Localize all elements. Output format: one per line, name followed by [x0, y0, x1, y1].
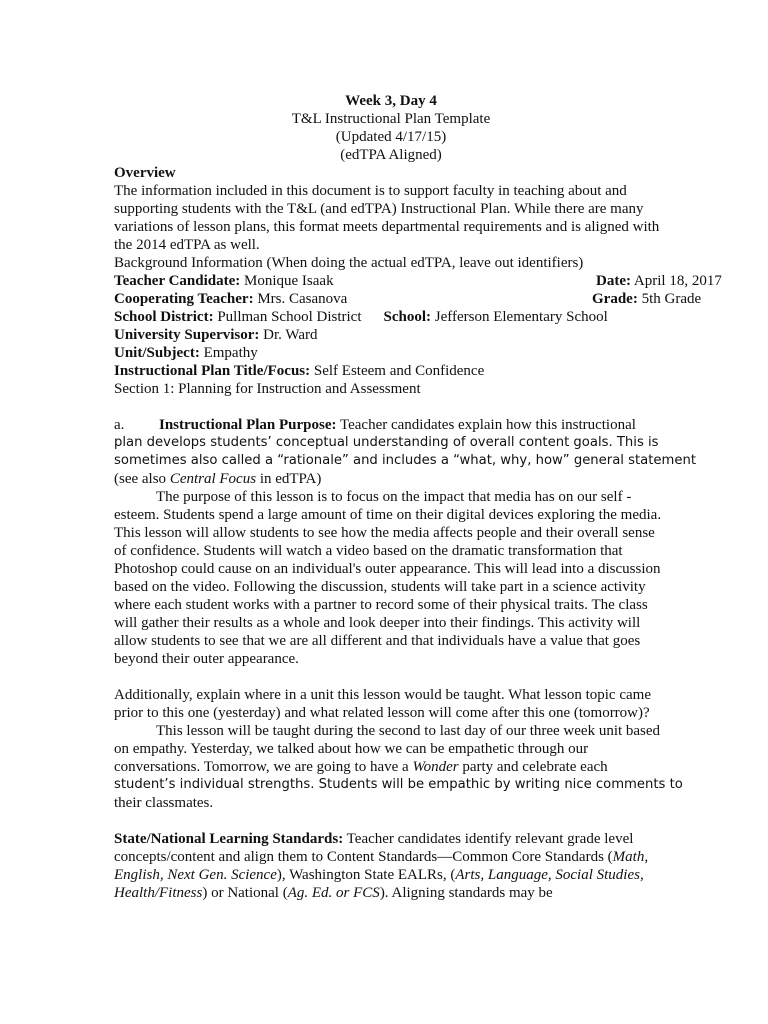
document-alignment-note: (edTPA Aligned)	[340, 147, 442, 163]
standards-label: State/National Learning Standards:	[114, 831, 344, 847]
overview-heading: Overview	[114, 165, 176, 181]
document-updated-date: (Updated 4/17/15)	[335, 129, 447, 145]
teacher-candidate-field	[114, 272, 334, 290]
cooperating-grade-row	[114, 290, 702, 308]
cooperating-teacher-label: Cooperating Teacher:	[114, 291, 254, 307]
unit-placement-answer-line-sans: student’s individual strengths. Students will be empathic by writing nice comments to	[114, 777, 683, 792]
purpose-label: Instructional Plan Purpose:	[159, 417, 337, 433]
spacer	[114, 398, 668, 416]
grade-label: Grade:	[592, 291, 638, 307]
plan-title-label: Instructional Plan Title/Focus:	[114, 363, 311, 379]
teacher-candidate-value: Monique Isaak	[240, 273, 334, 289]
purpose-answer: The purpose of this lesson is to focus on the impact that media has on our self - esteem. Students spend a large amount of time on their digital devices exploring the media. This lesson will allow students to see how the media affects people and their overall sense of confidence. Students will watch a video based on the dramatic transformation that Photoshop could cause on an individual's outer appearance. This will lead into a discussion based on the video. Following the discussion, students will take part in a science activity where each student works with a partner to record some of their physical traits. The class will gather their results as a whole and look deeper into their findings. This activity will allow students to see that we are all different and that individuals have a value that goes beyond their outer appearance.	[114, 489, 662, 667]
item-letter: a.	[114, 417, 125, 433]
background-heading: Background Information (When doing the actual edTPA, leave out identifiers)	[114, 255, 584, 271]
teacher-candidate-label: Teacher Candidate:	[114, 273, 241, 289]
university-supervisor-value: Dr. Ward	[259, 327, 318, 343]
school-district-field	[114, 308, 362, 326]
purpose-prompt-line-1	[159, 416, 668, 434]
purpose-item	[114, 416, 668, 434]
spacer	[114, 812, 668, 830]
teacher-date-row	[114, 272, 722, 290]
standards-ealr-subjects: Arts, Language, Social Studies, Health/Fitness	[114, 867, 644, 901]
cooperating-teacher-field	[114, 290, 347, 308]
unit-placement-prompt: Additionally, explain where in a unit this lesson would be taught. What lesson topic came prior to this one (yesterday) and what related lesson will come after this one (tomorrow)?	[114, 687, 651, 721]
standards-common-core-subjects: Math, English, Next Gen. Science	[114, 849, 649, 883]
purpose-prompt-line-3: sometimes also called a “rationale” and includes a “what, why, how” general statement	[114, 453, 697, 468]
standards-text-1: Teacher candidates identify relevant grade level concepts/content and align them to Content Standards—Common Core Standards (	[114, 831, 634, 865]
purpose-prompt-line-2: plan develops students’ conceptual understanding of overall content goals. This is	[114, 435, 659, 450]
unit-answer-text-1: This lesson will be taught during the second to last day of our three week unit based on empathy. Yesterday, we talked about how we can be empathetic through our conversations. Tomorrow, we are going to have a	[114, 723, 661, 775]
plan-title-value: Self Esteem and Confidence	[310, 363, 485, 379]
purpose-prompt-line-4	[114, 470, 668, 488]
school-field	[384, 308, 608, 326]
district-school-row	[114, 308, 668, 326]
unit-placement-answer-end: their classmates.	[114, 795, 214, 811]
university-supervisor-label: University Supervisor:	[114, 327, 260, 343]
purpose-prompt-see-also: (see also	[114, 471, 170, 487]
date-field	[596, 272, 722, 290]
document-title: Week 3, Day 4	[345, 93, 437, 109]
date-label: Date:	[596, 273, 631, 289]
standards-paragraph	[114, 830, 668, 902]
school-district-label: School District:	[114, 309, 214, 325]
unit-subject-value: Empathy	[199, 345, 258, 361]
grade-field	[592, 290, 701, 308]
wonder-title: Wonder	[412, 759, 459, 775]
standards-text-3: ) or National (	[202, 885, 288, 901]
plan-title-field	[114, 362, 668, 380]
unit-placement-answer	[114, 722, 668, 776]
unit-answer-text-2: party and celebrate each	[458, 759, 608, 775]
cooperating-teacher-value: Mrs. Casanova	[253, 291, 348, 307]
document-subtitle: T&L Instructional Plan Template	[291, 111, 491, 127]
date-value: April 18, 2017	[630, 273, 722, 289]
spacer	[114, 668, 668, 686]
unit-subject-label: Unit/Subject:	[114, 345, 200, 361]
unit-subject-field	[114, 344, 668, 362]
school-district-value: Pullman School District	[213, 309, 362, 325]
standards-text-4: ). Aligning standards may be	[379, 885, 553, 901]
university-supervisor-field	[114, 326, 668, 344]
section1-heading: Section 1: Planning for Instruction and Assessment	[114, 381, 421, 397]
grade-value: 5th Grade	[637, 291, 702, 307]
school-value: Jefferson Elementary School	[431, 309, 608, 325]
standards-national-subjects: Ag. Ed. or FCS	[287, 885, 380, 901]
school-label: School:	[383, 309, 432, 325]
central-focus-term: Central Focus	[169, 471, 257, 487]
standards-text-2: ), Washington State EALRs, (	[276, 867, 456, 883]
overview-text: The information included in this document is to support faculty in teaching about and supporting students with the T&L (and edTPA) Instructional Plan. While there are many variations of lesson plans, this format meets departmental requirements and is aligned with the 2014 edTPA as well.	[114, 183, 660, 253]
purpose-prompt-edtpa: in edTPA)	[256, 471, 322, 487]
purpose-prompt-text: Teacher candidates explain how this instructional	[336, 417, 636, 433]
